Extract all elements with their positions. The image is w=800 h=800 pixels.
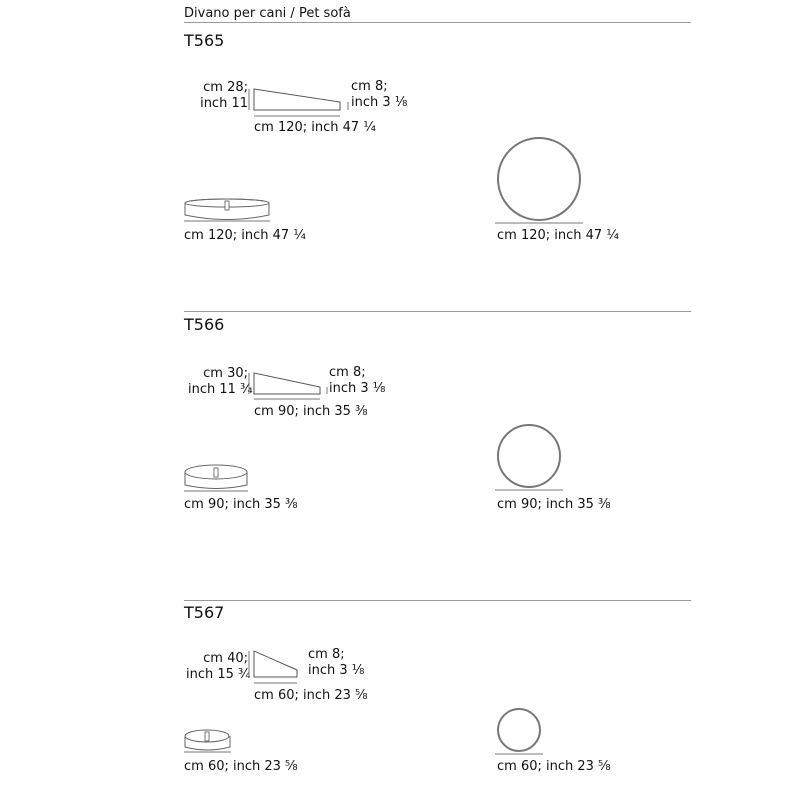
side-length-label: cm 120; inch 47 ¼ bbox=[254, 120, 376, 135]
side-low-height-label: cm 8; inch 3 ⅛ bbox=[308, 647, 365, 678]
side-height-label: cm 30; inch 11 ¾ bbox=[188, 366, 253, 397]
front-view-drawing bbox=[184, 198, 274, 226]
top-view-drawing bbox=[495, 423, 565, 493]
side-profile-drawing bbox=[247, 370, 332, 402]
front-width-label: cm 90; inch 35 ⅜ bbox=[184, 497, 298, 512]
side-profile-drawing bbox=[247, 86, 357, 120]
side-height-label: cm 40; inch 15 ¾ bbox=[186, 651, 251, 682]
top-diameter-label: cm 120; inch 47 ¼ bbox=[497, 228, 619, 243]
front-view-drawing bbox=[184, 464, 254, 494]
top-diameter-label: cm 90; inch 35 ⅜ bbox=[497, 497, 611, 512]
side-low-height-label: cm 8; inch 3 ⅛ bbox=[329, 365, 386, 396]
top-view-drawing bbox=[495, 707, 545, 757]
document-title: Divano per cani / Pet sofà bbox=[184, 6, 351, 21]
side-length-label: cm 90; inch 35 ⅜ bbox=[254, 404, 368, 419]
header-divider bbox=[184, 22, 691, 23]
section-divider bbox=[184, 311, 691, 312]
product-code: T567 bbox=[184, 603, 225, 622]
top-view-drawing bbox=[495, 137, 585, 227]
top-diameter-label: cm 60; inch 23 ⅝ bbox=[497, 759, 611, 774]
product-code: T566 bbox=[184, 315, 225, 334]
product-code: T565 bbox=[184, 31, 225, 50]
section-divider bbox=[184, 600, 691, 601]
front-view-drawing bbox=[184, 728, 236, 758]
front-width-label: cm 120; inch 47 ¼ bbox=[184, 228, 306, 243]
side-profile-drawing bbox=[247, 648, 307, 688]
side-height-label: cm 28; inch 11 bbox=[200, 80, 248, 111]
side-length-label: cm 60; inch 23 ⅝ bbox=[254, 688, 368, 703]
front-width-label: cm 60; inch 23 ⅝ bbox=[184, 759, 298, 774]
side-low-height-label: cm 8; inch 3 ⅛ bbox=[351, 79, 408, 110]
